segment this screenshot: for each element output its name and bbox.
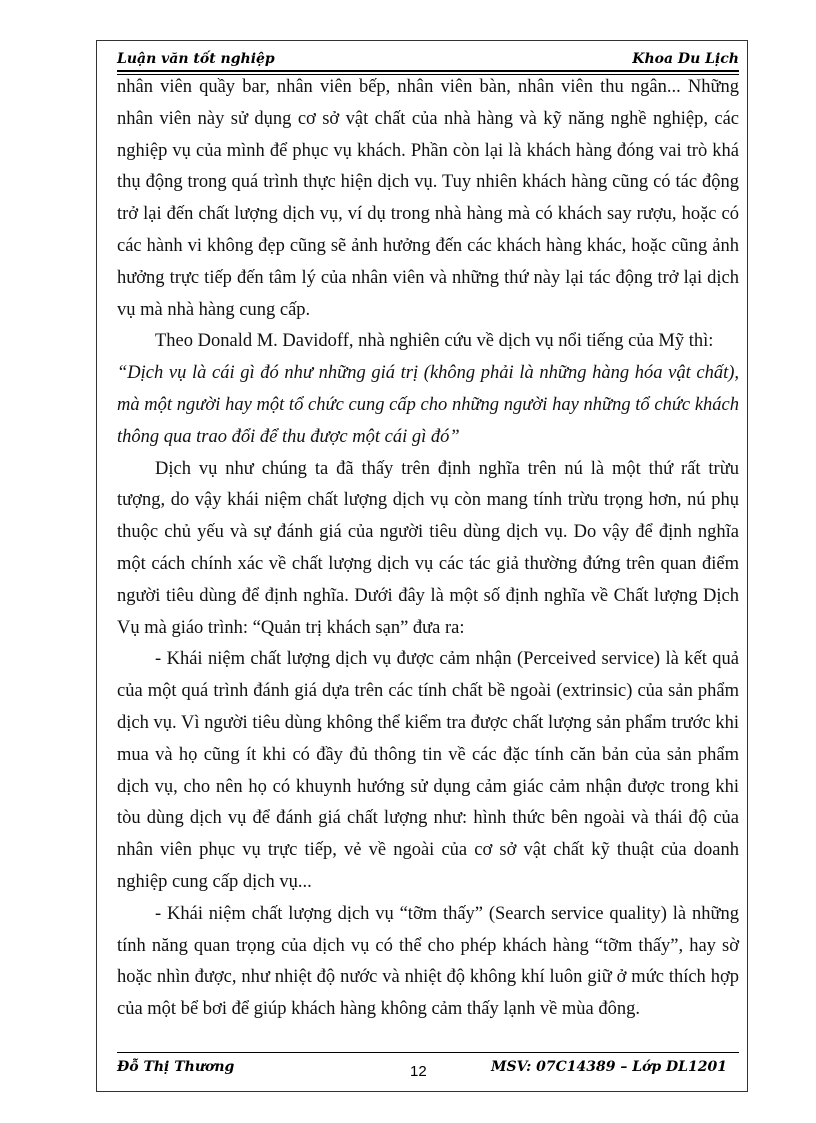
footer-rule [117,1052,739,1053]
page-header [117,49,739,71]
header-thesis-label: Luận văn tốt nghiệp [117,51,275,67]
paragraph-abstract-service: Dịch vụ như chúng ta đã thấy trên định nghĩa trên nú là một thứ rất trừu tượng, do vậy khái niệm chất lượng dịch vụ còn mang tính trừu trọng hơn, nú phụ thuộc chủ yếu và sự đánh giá của người tiêu dùng dịch vụ. Do vậy để định nghĩa một cách chính xác về chất lượng dịch vụ các tác giả thường đứng trên quan điểm người tiêu dùng để định nghĩa. Dưới đây là một số định nghĩa về Chất lượng Dịch Vụ mà giáo trình: “Quản trị khách sạn” đưa ra: [117,458,739,638]
document-body [117,72,739,1026]
footer-author: Đỗ Thị Thương [117,1059,235,1075]
paragraph-davidoff-quote: “Dịch vụ là cái gì đó như những giá trị (không phải là những hàng hóa vật chất), mà một người hay một tổ chức cung cấp cho những người hay những tổ chức khách thông qua trao đổi để thu được một cái gì đó” [117,363,739,447]
page-number: 12 [410,1063,427,1080]
page-footer [117,1057,739,1081]
paragraph-perceived-service: - Khái niệm chất lượng dịch vụ được cảm nhận (Perceived service) là kết quả của một quá trình đánh giá dựa trên các tính chất bề ngoài (extrinsic) của sản phẩm dịch vụ. Vì người tiêu dùng không thể kiểm tra được chất lượng sản phẩm trước khi mua và họ cũng ít khi có đầy đủ thông tin về các đặc tính căn bản của sản phẩm dịch vụ, cho nên họ có khuynh hướng sử dụng cảm giác cảm nhận được trong khi tòu dùng dịch vụ để đánh giá chất lượng như: hình thức bên ngoài và thái độ của nhân viên phục vụ trực tiếp, vẻ về ngoài của cơ sở vật chất kỹ thuật của doanh nghiệp cung cấp dịch vụ... [117,649,739,892]
footer-student-id: MSV: 07C14389 – Lớp DL1201 [491,1059,727,1075]
header-department-label: Khoa Du Lịch [632,51,739,67]
paragraph-davidoff-intro: Theo Donald M. Davidoff, nhà nghiên cứu về dịch vụ nổi tiếng của Mỹ thì: [155,331,714,352]
paragraph-continuation: nhân viên quầy bar, nhân viên bếp, nhân viên bàn, nhân viên thu ngân... Những nhân viên này sử dụng cơ sở vật chất của nhà hàng và kỹ năng nghề nghiệp, các nghiệp vụ của mình để phục vụ khách. Phần còn lại là khách hàng đóng vai trò khá thụ động trong quá trình thực hiện dịch vụ. Tuy nhiên khách hàng cũng có tác động trở lại đến chất lượng dịch vụ, ví dụ trong nhà hàng mà có khách say rượu, hoặc có các hành vi không đẹp cũng sẽ ảnh hưởng đến các khách hàng khác, hoặc cũng ảnh hưởng trực tiếp đến tâm lý của nhân viên và những thứ này lại tác động trở lại dịch vụ mà nhà hàng cung cấp. [117,77,739,320]
paragraph-search-service: - Khái niệm chất lượng dịch vụ “tỡm thấy” (Search service quality) là những tính năng quan trọng của dịch vụ có thể cho phép khách hàng “tỡm thấy”, hay sờ hoặc nhìn được, như nhiệt độ nước và nhiệt độ không khí luôn giữ ở mức thích hợp của một bể bơi để giúp khách hàng không cảm thấy lạnh về mùa đông. [117,903,739,1020]
